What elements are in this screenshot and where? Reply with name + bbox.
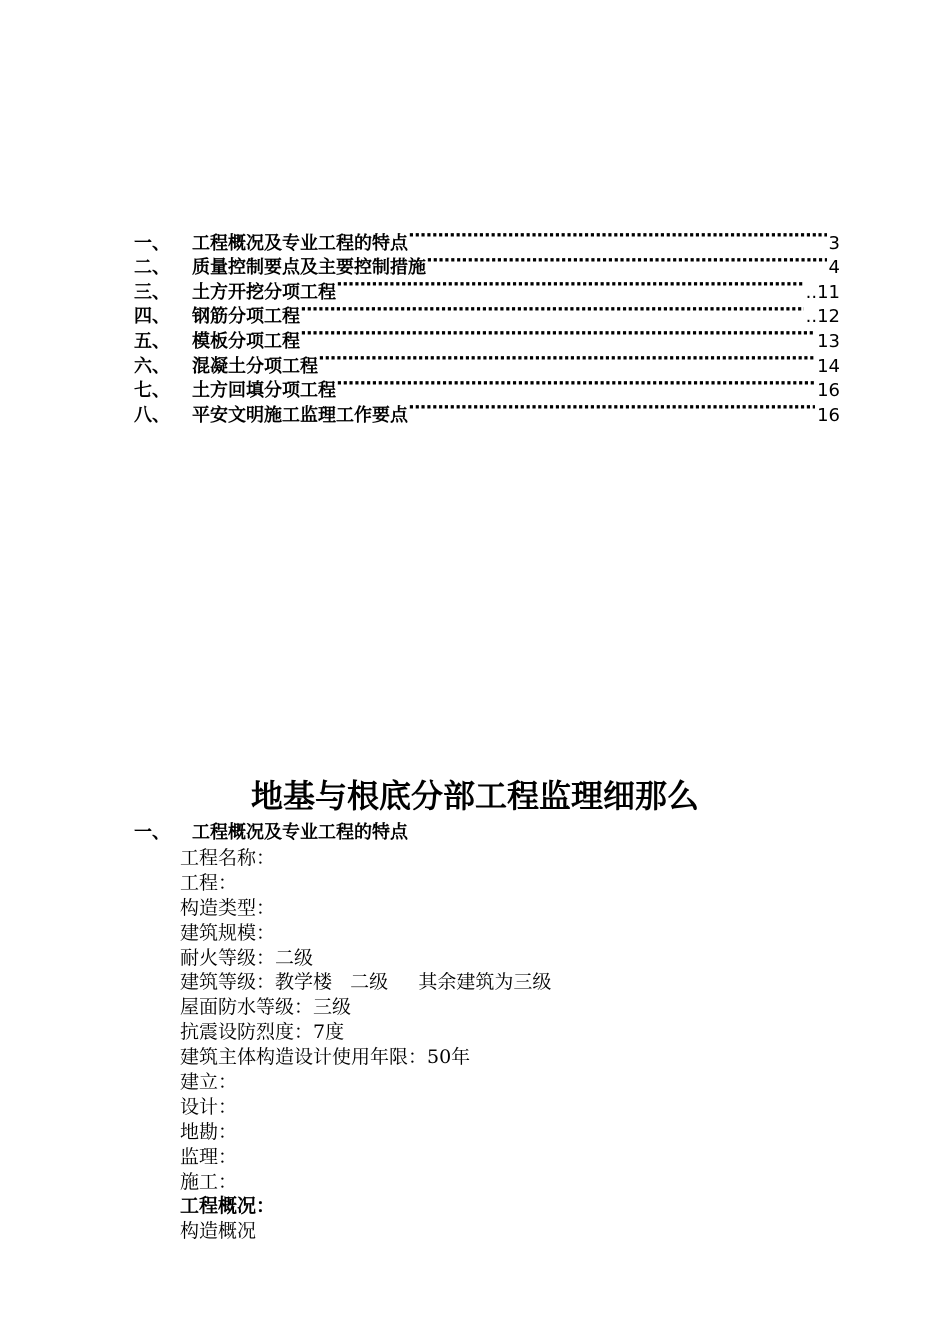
info-line: 屋面防水等级：三级 [180, 996, 352, 1019]
toc-entry-page: 16 [817, 404, 840, 426]
section-heading [134, 820, 408, 846]
document-title: 地基与根底分部工程监理细那么 [250, 777, 699, 815]
info-line: 地勘： [180, 1120, 238, 1143]
toc-dot-leader [426, 249, 827, 274]
toc-entry-title: 钢筋分项工程 [192, 306, 300, 328]
toc-dot-leader [336, 273, 804, 298]
toc-entry-number: 八、 [134, 404, 170, 426]
toc-dot-leader [300, 322, 815, 347]
toc-entry-page: 4 [828, 257, 840, 279]
toc-entry-page: 16 [817, 380, 840, 402]
toc-entry-title: 质量控制要点及主要控制措施 [192, 257, 426, 279]
info-line: 监理： [180, 1145, 238, 1168]
toc-entry-page: ..12 [805, 306, 840, 328]
toc-dot-leader [300, 298, 804, 323]
toc-entry-number: 四、 [134, 306, 170, 328]
toc-entry-number: 六、 [134, 355, 170, 377]
toc-dot-leader [408, 396, 815, 421]
section-number: 一、 [134, 822, 170, 843]
toc-entry-number: 五、 [134, 330, 170, 352]
info-line: 建筑规模： [180, 921, 276, 944]
toc-entry-number: 二、 [134, 257, 170, 279]
toc-entry-number: 三、 [134, 281, 170, 303]
toc-entry-number: 七、 [134, 380, 170, 402]
toc-dot-leader [408, 224, 827, 249]
toc-dot-leader [336, 372, 815, 397]
info-line: 工程： [180, 871, 238, 894]
info-line: 工程名称： [180, 847, 276, 869]
project-info-list [180, 846, 551, 1244]
toc-entry-page: 3 [828, 232, 840, 254]
toc-entry-title: 混凝土分项工程 [192, 355, 318, 377]
toc-entry-page: 14 [817, 355, 840, 377]
toc-entry-number: 一、 [134, 232, 170, 254]
info-line: 构造概况 [180, 1220, 257, 1243]
toc-entry-title: 工程概况及专业工程的特点 [192, 232, 408, 254]
info-line: 建筑等级：教学楼 二级 其余建筑为三级 [180, 971, 552, 994]
toc-entry[interactable] [134, 224, 840, 254]
toc-entry-page: ..11 [805, 281, 840, 303]
toc-dot-leader [318, 347, 815, 372]
toc-entry-title: 土方开挖分项工程 [192, 281, 336, 303]
info-line: 建筑主体构造设计使用年限：50年 [180, 1046, 471, 1069]
info-line-heading: 工程概况： [180, 1195, 276, 1218]
toc-entry-title: 模板分项工程 [192, 330, 300, 352]
info-line: 建立： [180, 1071, 238, 1094]
info-line: 构造类型： [180, 896, 276, 919]
info-line: 抗震设防烈度：7度 [180, 1021, 345, 1044]
table-of-contents [134, 224, 840, 426]
section-title: 工程概况及专业工程的特点 [192, 822, 408, 843]
toc-entry-title: 平安文明施工监理工作要点 [192, 404, 408, 426]
info-line: 设计： [180, 1095, 238, 1118]
toc-entry-page: 13 [817, 330, 840, 352]
info-line: 耐火等级：二级 [180, 946, 314, 969]
toc-entry-title: 土方回填分项工程 [192, 380, 336, 402]
info-line: 施工： [180, 1170, 238, 1193]
